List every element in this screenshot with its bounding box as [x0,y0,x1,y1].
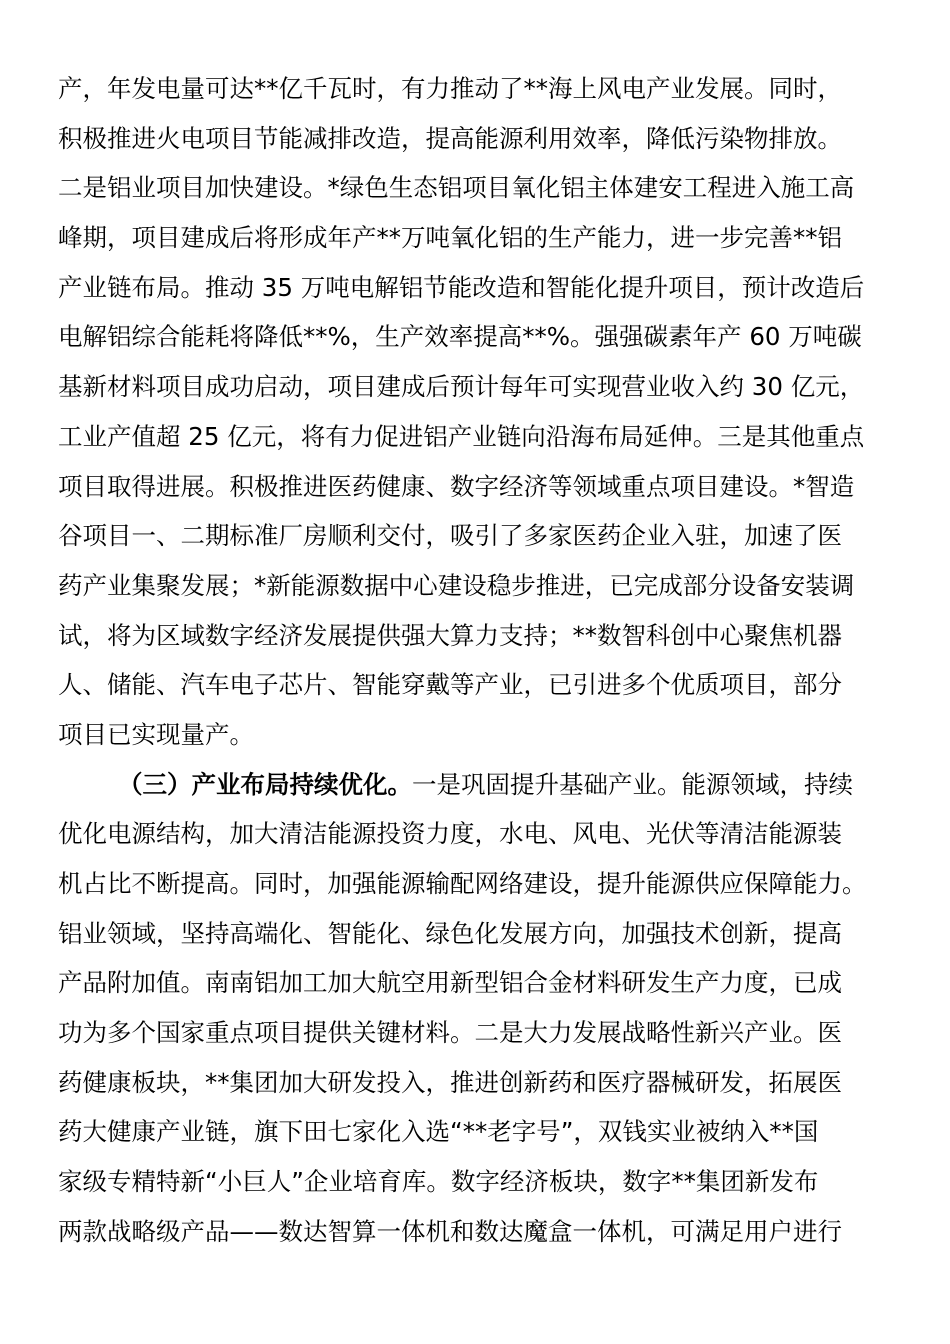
section-3-first-line [58,760,892,810]
text-line: 功为多个国家重点项目提供关键材料。二是大力发展战略性新兴产业。医 [58,1018,842,1048]
text-line: 试，将为区域数字经济发展提供强大算力支持；**数智科创中心聚焦机器 [58,620,842,650]
text-line: 项目取得进展。积极推进医药健康、数字经济等领域重点项目建设。*智造 [58,471,855,501]
text-line: 药大健康产业链，旗下田七家化入选“**老字号”，双钱实业被纳入**国 [58,1117,819,1147]
text-line: 工业产值超 25 亿元，将有力促进铝产业链向沿海布局延伸。三是其他重点 [58,421,865,451]
text-line: 家级专精特新“小巨人”企业培育库。数字经济板块，数字**集团新发布 [58,1167,819,1197]
document-body [58,64,892,1257]
text-line: 铝业领域，坚持高端化、智能化、绿色化发展方向，加强技术创新，提高 [58,918,842,948]
text-line: 产品附加值。南南铝加工加大航空用新型铝合金材料研发生产力度，已成 [58,968,842,998]
text-line: 人、储能、汽车电子芯片、智能穿戴等产业，已引进多个优质项目，部分 [58,670,842,700]
text-line: 项目已实现量产。 [58,719,254,749]
section-3-heading: （三）产业布局持续优化。 [118,769,412,799]
text-line: 药健康板块，**集团加大研发投入，推进创新药和医疗器械研发，拓展医 [58,1067,842,1097]
text-line: 药产业集聚发展；*新能源数据中心建设稳步推进，已完成部分设备安装调 [58,570,855,600]
text-line: 二是铝业项目加快建设。*绿色生态铝项目氧化铝主体建安工程进入施工高 [58,173,855,203]
text-line: 产业链布局。推动 35 万吨电解铝节能改造和智能化提升项目，预计改造后 [58,272,865,302]
section-3-first-line-text: 一是巩固提升基础产业。能源领域，持续 [412,769,853,799]
text-line: 优化电源结构，加大清洁能源投资力度，水电、风电、光伏等清洁能源装 [58,819,842,849]
text-line: 峰期，项目建成后将形成年产**万吨氧化铝的生产能力，进一步完善**铝 [58,223,842,253]
text-line: 电解铝综合能耗将降低**%，生产效率提高**%。强强碳素年产 60 万吨碳 [58,322,862,352]
text-line: 基新材料项目成功启动，项目建成后预计每年可实现营业收入约 30 亿元， [58,372,865,402]
text-line: 机占比不断提高。同时，加强能源输配网络建设，提升能源供应保障能力。 [58,869,867,898]
text-line: 积极推进火电项目节能减排改造，提高能源利用效率，降低污染物排放。 [58,123,842,153]
text-line: 产，年发电量可达**亿千瓦时，有力推动了**海上风电产业发展。同时， [58,74,842,103]
text-line: 谷项目一、二期标准厂房顺利交付，吸引了多家医药企业入驻，加速了医 [58,521,842,551]
text-line: 两款战略级产品——数达智算一体机和数达魔盒一体机，可满足用户进行 [58,1216,842,1246]
